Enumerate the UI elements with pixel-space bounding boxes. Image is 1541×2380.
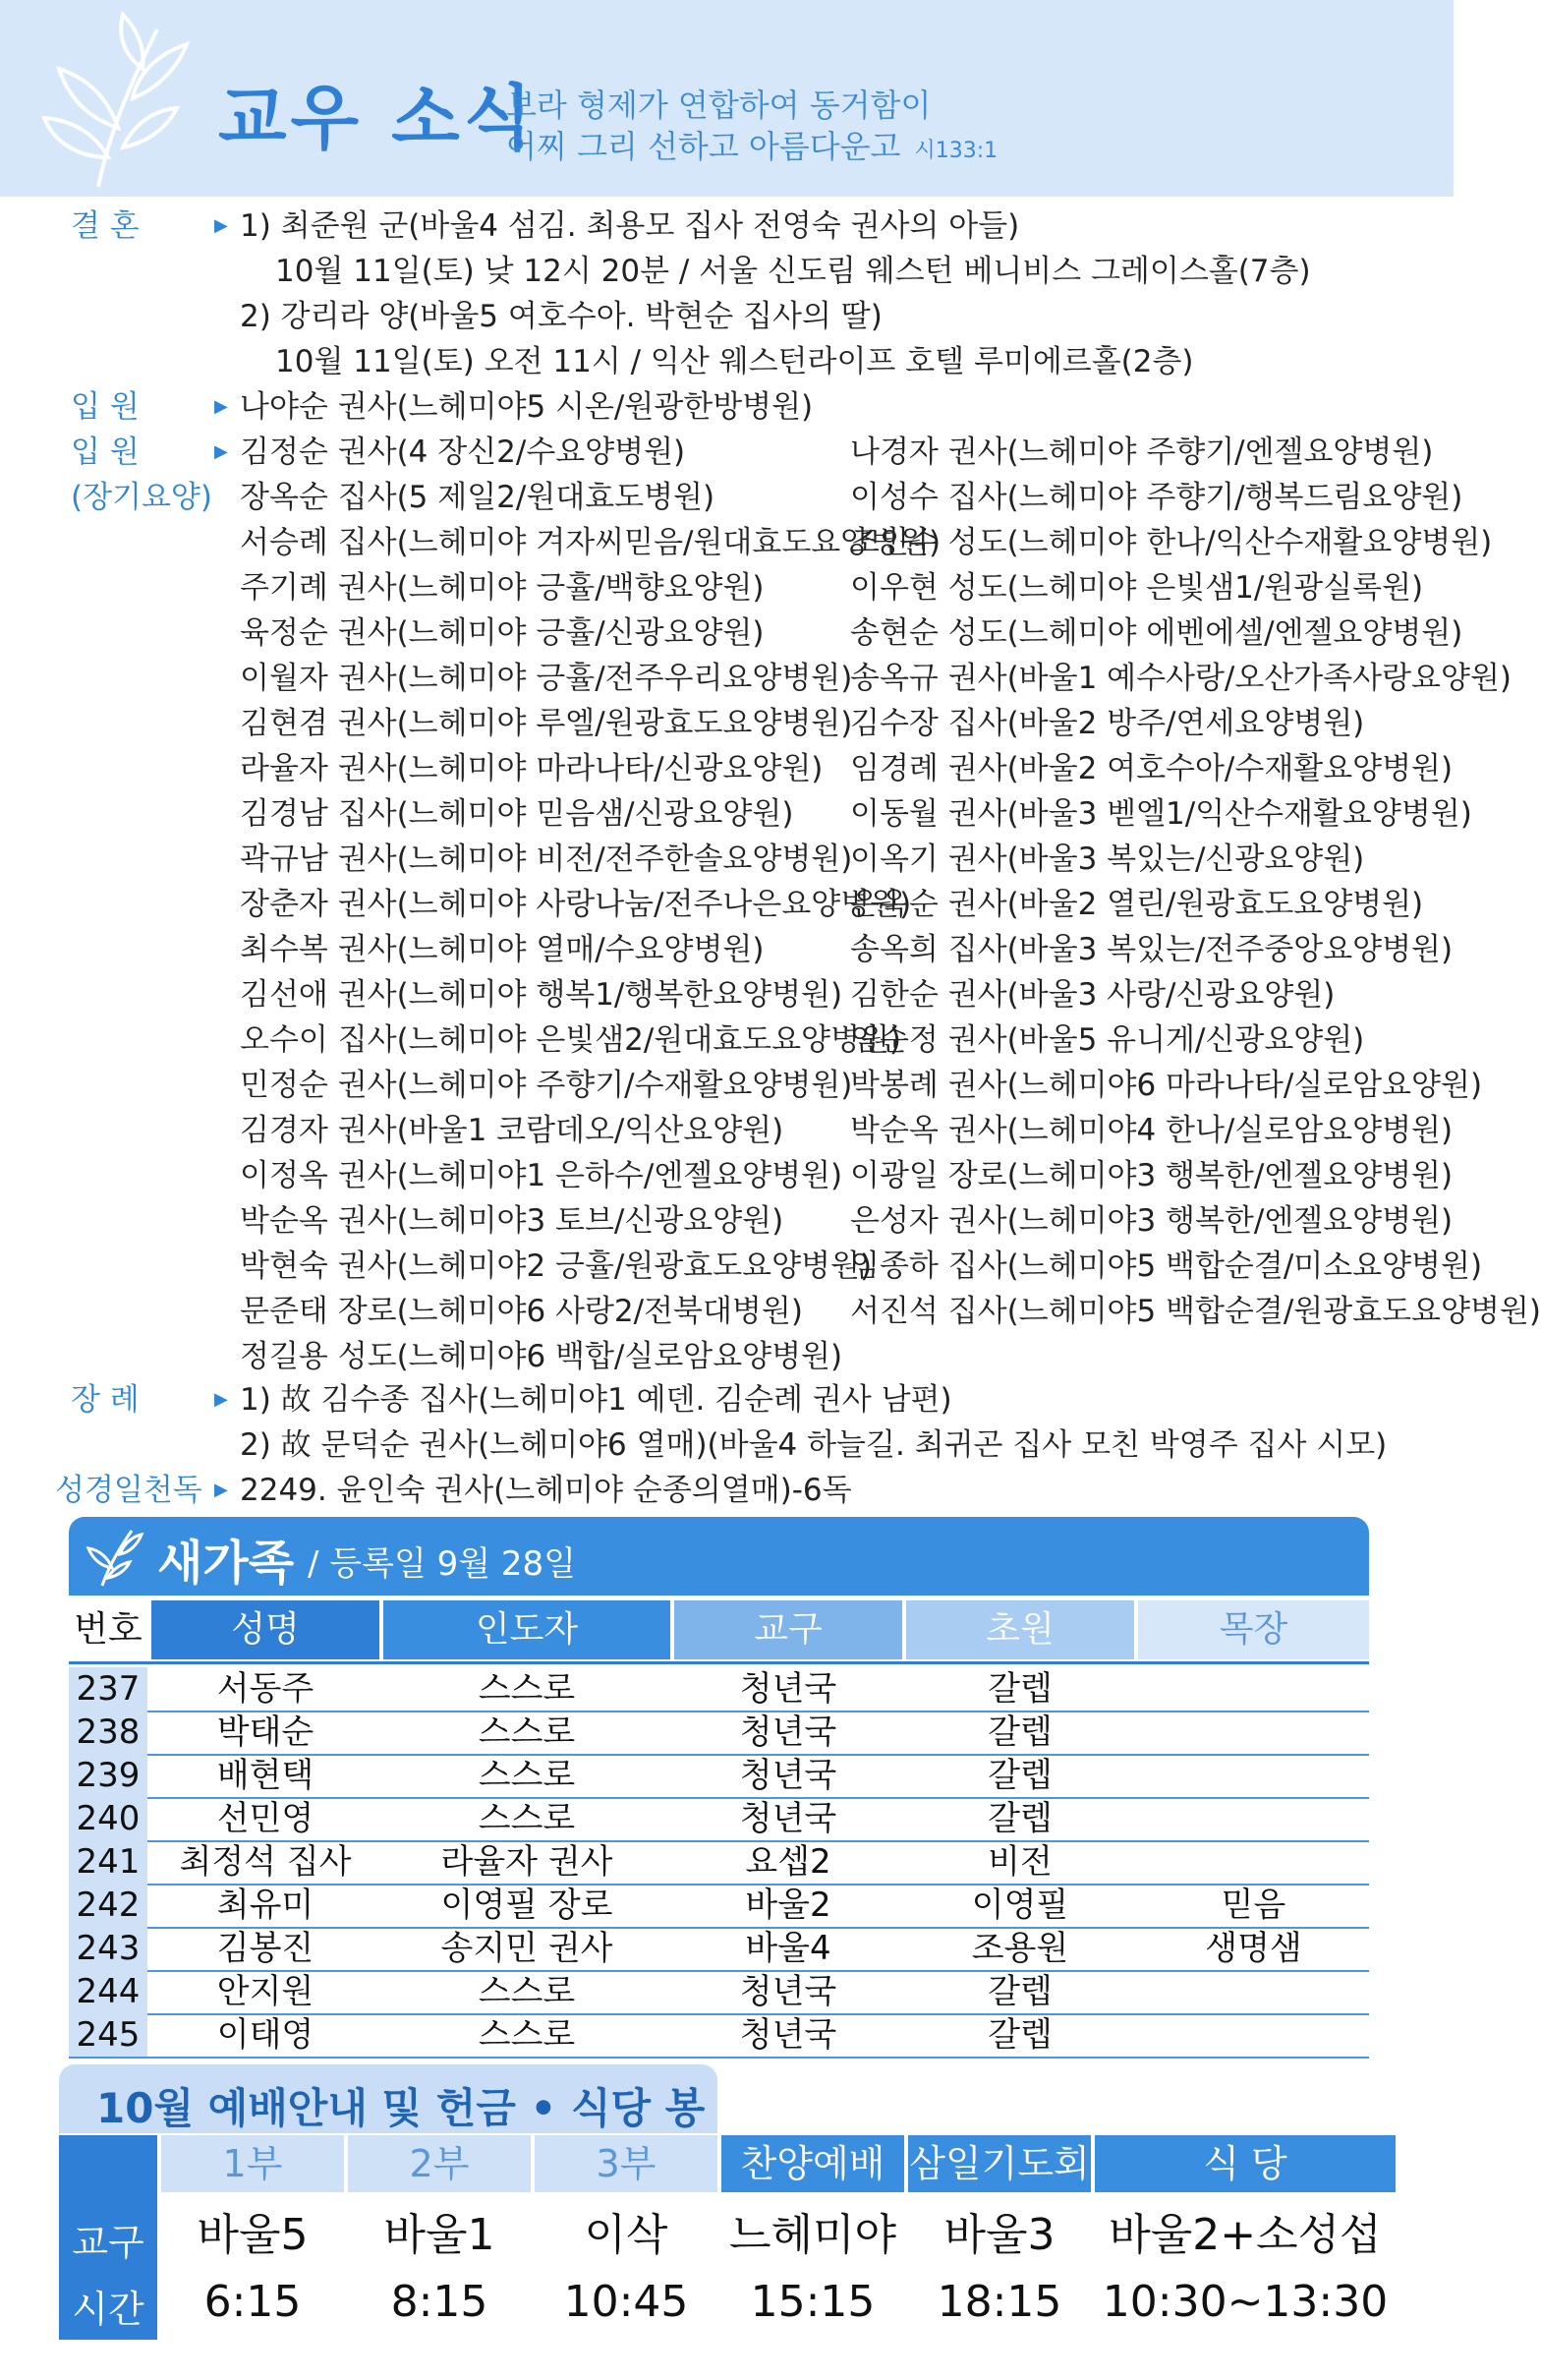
worship-parish-cell: 바울3 [943,2210,1056,2260]
longterm-entry: 박순옥 권사(느헤미야4 한나/실로암요양병원) [850,1113,1454,1148]
table-cell [1138,1711,1369,1754]
table-cell: 갈렙 [988,2015,1053,2055]
funeral-entry: 2) 故 문덕순 권사(느헤미야6 열매)(바울4 하늘길. 최귀곤 집사 모친 박영주 집사 시모) [240,1427,1388,1463]
new-family-subtitle: / 등록일 9월 28일 [308,1544,576,1584]
longterm-entry: 임경례 권사(바울2 여호수아/수재활요양병원) [850,751,1454,786]
worship-time-cell: 18:15 [937,2277,1062,2327]
longterm-entry: 정길용 성도(느헤미야6 백합/실로암요양병원) [240,1339,843,1374]
marriage-label: 결 혼 [71,208,140,244]
table-cell: 바울4 [745,1929,831,1968]
table-cell: 갈렙 [988,1756,1053,1795]
table-cell: 이영필 [971,1886,1069,1925]
table-cell: 스스로 [478,1712,576,1752]
bible-reading-label: 성경일천독 [55,1473,202,1508]
table-cell: 김봉진 [216,1929,314,1968]
table-cell [1138,1797,1369,1840]
marriage-line: 10월 11일(토) 오전 11시 / 익산 웨스턴라이프 호텔 루미에르홀(2층) [275,344,1194,379]
table-cell [1138,1754,1369,1797]
worship-parish-cell: 바울2+소성섭 [1109,2210,1382,2260]
worship-table [59,2135,1396,2340]
table-cell: 갈렙 [988,1972,1053,2011]
table-row [69,1840,1369,1886]
table-cell: 바울2 [745,1886,831,1925]
table-cell: 238 [69,1711,147,1754]
longterm-entry: 라율자 권사(느헤미야 마라나타/신광요양원) [240,751,824,786]
parish-row-label: 교구 [72,2221,144,2264]
longterm-entry: 이성수 집사(느헤미야 주향기/행복드림요양원) [850,480,1463,515]
table-cell: 박태순 [216,1712,314,1752]
bible-reading-entry: 2249. 윤인숙 권사(느헤미야 순종의열매)-6독 [240,1473,852,1508]
longterm-entry: 김수장 집사(바울2 방주/연세요양병원) [850,706,1365,741]
table-cell [1138,1667,1369,1711]
column-header: 성명 [151,1600,379,1659]
new-family-header-row [69,1600,1369,1664]
table-cell: 라율자 권사 [440,1842,613,1882]
table-cell: 청년국 [739,1799,837,1838]
longterm-entry: 김선애 권사(느헤미야 행복1/행복한요양병원) [240,977,843,1013]
arrow-icon: ▶ [214,1389,228,1410]
marriage-line: 10월 11일(토) 낮 12시 20분 / 서울 신도림 웨스턴 베니비스 그레이스홀(7층) [275,254,1311,289]
table-cell: 이태영 [216,2015,314,2055]
longterm-entry: 김경자 권사(바울1 코람데오/익산요양원) [240,1113,784,1148]
column-header: 번호 [69,1600,147,1659]
longterm-entry: 박현숙 권사(느헤미야2 긍휼/원광효도요양병원) [240,1248,873,1284]
worship-time-cell: 15:15 [750,2277,876,2327]
worship-parish-cell: 바울1 [383,2210,495,2260]
page-title: 교우 소식 [218,77,537,159]
table-cell: 비전 [988,1842,1053,1882]
worship-parish-cell: 느헤미야 [728,2210,896,2260]
worship-column-header: 3부 [535,2135,717,2192]
longterm-entry: 문준태 장로(느헤미야6 사랑2/전북대병원) [240,1294,803,1329]
column-header: 인도자 [383,1600,670,1659]
worship-column-header: 삼일기도회 [908,2135,1091,2192]
longterm-entry: 장옥순 집사(5 제일2/원대효도병원) [240,480,715,515]
table-cell: 갈렙 [988,1799,1053,1838]
worship-column-header: 식 당 [1095,2135,1396,2192]
table-cell: 242 [69,1884,147,1927]
table-cell [1138,1970,1369,2013]
longterm-entry: 송옥희 집사(바울3 복있는/전주중앙요양병원) [850,932,1454,967]
longterm-entry: 오수이 집사(느헤미야 은빛샘2/원대효도요양병원) [240,1022,901,1058]
table-row [69,1797,1369,1842]
worship-title: 10월 예배안내 및 헌금 • 식당 봉 [96,2084,706,2132]
table-cell: 갈렙 [988,1712,1053,1752]
table-row [69,1927,1369,1972]
longterm-entry: 박순옥 권사(느헤미야3 토브/신광요양원) [240,1203,784,1239]
longterm-entry: 이정옥 권사(느헤미야1 은하수/엔젤요양병원) [240,1158,843,1193]
longterm-entry: 김한순 권사(바울3 사랑/신광요양원) [850,977,1336,1013]
longterm-entry: 임종하 집사(느헤미야5 백합순결/미소요양병원) [850,1248,1483,1284]
table-cell: 이영필 장로 [440,1886,613,1925]
table-cell: 선민영 [216,1799,314,1838]
marriage-line: 1) 최준원 군(바울4 섬김. 최용모 집사 전영숙 권사의 아들) [240,208,1020,244]
column-header: 초원 [906,1600,1134,1659]
table-cell: 청년국 [739,2015,837,2055]
arrow-icon: ▶ [214,1480,228,1500]
verse-line-1: 보라 형제가 연합하여 동거함이 [506,87,932,124]
arrow-icon: ▶ [214,396,228,417]
longterm-entry: 나경자 권사(느헤미야 주향기/엔젤요양병원) [850,435,1434,470]
table-cell: 청년국 [739,1669,837,1709]
longterm-entry: 은성자 권사(느헤미야3 행복한/엔젤요양병원) [850,1203,1454,1239]
longterm-entry: 민정순 권사(느헤미야 주향기/수재활요양병원) [240,1068,853,1103]
table-cell: 241 [69,1840,147,1884]
table-cell: 서동주 [216,1669,314,1709]
funeral-label: 장 례 [71,1382,140,1418]
table-cell: 청년국 [739,1972,837,2011]
table-row [69,1667,1369,1712]
table-cell: 237 [69,1667,147,1711]
longterm-entry: 박봉례 권사(느헤미야6 마라나타/실로암요양원) [850,1068,1483,1103]
worship-side-column [59,2135,157,2340]
verse-line-2: 어찌 그리 선하고 아름다운고 시133:1 [506,128,999,165]
table-cell [1138,1840,1369,1884]
worship-time-cell: 6:15 [203,2277,302,2327]
table-cell: 배현택 [216,1756,314,1795]
table-cell: 요셉2 [745,1842,831,1882]
table-cell: 244 [69,1970,147,2013]
longterm-entry: 송현순 성도(느헤미야 에벤에셀/엔젤요양병원) [850,615,1463,651]
worship-column-header: 1부 [161,2135,344,2192]
worship-time-cell: 10:30~13:30 [1102,2277,1389,2327]
table-cell: 최정석 집사 [179,1842,352,1882]
longterm-entry: 김경남 집사(느헤미야 믿음샘/신광요양원) [240,796,794,832]
longterm-entry: 이월자 권사(느헤미야 긍휼/전주우리요양병원) [240,661,853,696]
table-row [69,1970,1369,2015]
header-banner [0,0,1454,197]
longterm-entry: 김정순 권사(4 장신2/수요양병원) [240,435,686,470]
table-cell: 최유미 [216,1886,314,1925]
column-header: 교구 [674,1600,902,1659]
table-cell: 스스로 [478,1669,576,1709]
longterm-entry: 곽규남 권사(느헤미야 비전/전주한솔요양병원) [240,842,853,877]
worship-time-cell: 8:15 [390,2277,488,2327]
longterm-entry: 이동월 권사(바울3 벧엘1/익산수재활요양병원) [850,796,1472,832]
longterm-entry: 김현겸 권사(느헤미야 루엘/원광효도요양병원) [240,706,853,741]
table-cell: 스스로 [478,1799,576,1838]
table-cell: 조용원 [971,1929,1069,1968]
longterm-entry: 은옥순 권사(바울2 열린/원광효도요양병원) [850,887,1424,922]
funeral-entry: 1) 故 김수종 집사(느헤미야1 예덴. 김순례 권사 남편) [240,1382,952,1418]
arrow-icon: ▶ [214,215,228,236]
table-cell: 243 [69,1927,147,1970]
table-cell: 245 [69,2013,147,2057]
table-cell: 청년국 [739,1712,837,1752]
worship-column-header: 2부 [348,2135,531,2192]
longterm-entry: 주기례 권사(느헤미야 긍휼/백향요양원) [240,570,765,606]
marriage-line: 2) 강리라 양(바울5 여호수아. 박현순 집사의 딸) [240,299,883,334]
longterm-entry: 육정순 권사(느헤미야 긍휼/신광요양원) [240,615,765,651]
worship-time-cell: 10:45 [563,2277,689,2327]
new-family-header [69,1517,1369,1596]
table-cell: 송지민 권사 [440,1929,613,1968]
longterm-sublabel: (장기요양) [71,480,212,515]
table-row [69,1884,1369,1929]
longterm-entry: 조인수 성도(느헤미야 한나/익산수재활요양병원) [850,525,1493,560]
longterm-entry: 장춘자 권사(느헤미야 사랑나눔/전주나은요양병원) [240,887,912,922]
longterm-entry: 이광일 장로(느헤미야3 행복한/엔젤요양병원) [850,1158,1454,1193]
longterm-entry: 이우현 성도(느헤미야 은빛샘1/원광실록원) [850,570,1424,606]
longterm-entry: 서진석 집사(느헤미야5 백합순결/원광효도요양병원) [850,1294,1541,1329]
verse-reference: 시133:1 [914,139,999,163]
table-row [69,1754,1369,1799]
time-row-label: 시간 [72,2288,144,2331]
new-family-title: 새가족 [157,1536,295,1591]
leaf-branch-icon [39,10,206,192]
longterm-entry: 서승례 집사(느헤미야 겨자씨믿음/원대효도요양병원) [240,525,942,560]
longterm-entry: 이옥기 권사(바울3 복있는/신광요양원) [850,842,1365,877]
longterm-label: 입 원 [71,435,140,470]
table-cell: 청년국 [739,1756,837,1795]
admit-label: 입 원 [71,389,140,425]
table-cell: 생명샘 [1205,1929,1302,1968]
table-cell: 240 [69,1797,147,1840]
table-cell: 239 [69,1754,147,1797]
table-cell: 갈렙 [988,1669,1053,1709]
table-cell: 스스로 [478,2015,576,2055]
admit-entry: 나야순 권사(느헤미야5 시온/원광한방병원) [240,389,814,425]
longterm-entry: 최수복 권사(느헤미야 열매/수요양병원) [240,932,765,967]
table-row [69,2013,1369,2059]
longterm-entry: 임순정 권사(바울5 유니게/신광요양원) [850,1022,1365,1058]
column-header: 목장 [1138,1600,1369,1659]
worship-title-box [59,2064,717,2133]
table-cell: 스스로 [478,1972,576,2011]
worship-parish-cell: 바울5 [197,2210,309,2260]
arrow-icon: ▶ [214,441,228,462]
leaf-icon [83,1525,149,1588]
longterm-entry: 송옥규 권사(바울1 예수사랑/오산가족사랑요양원) [850,661,1512,696]
table-cell: 믿음 [1221,1886,1286,1925]
table-row [69,1711,1369,1756]
worship-parish-cell: 이삭 [584,2210,668,2260]
table-cell [1138,2013,1369,2057]
table-cell: 스스로 [478,1756,576,1795]
table-cell: 안지원 [216,1972,314,2011]
worship-column-header: 찬양예배 [721,2135,904,2192]
